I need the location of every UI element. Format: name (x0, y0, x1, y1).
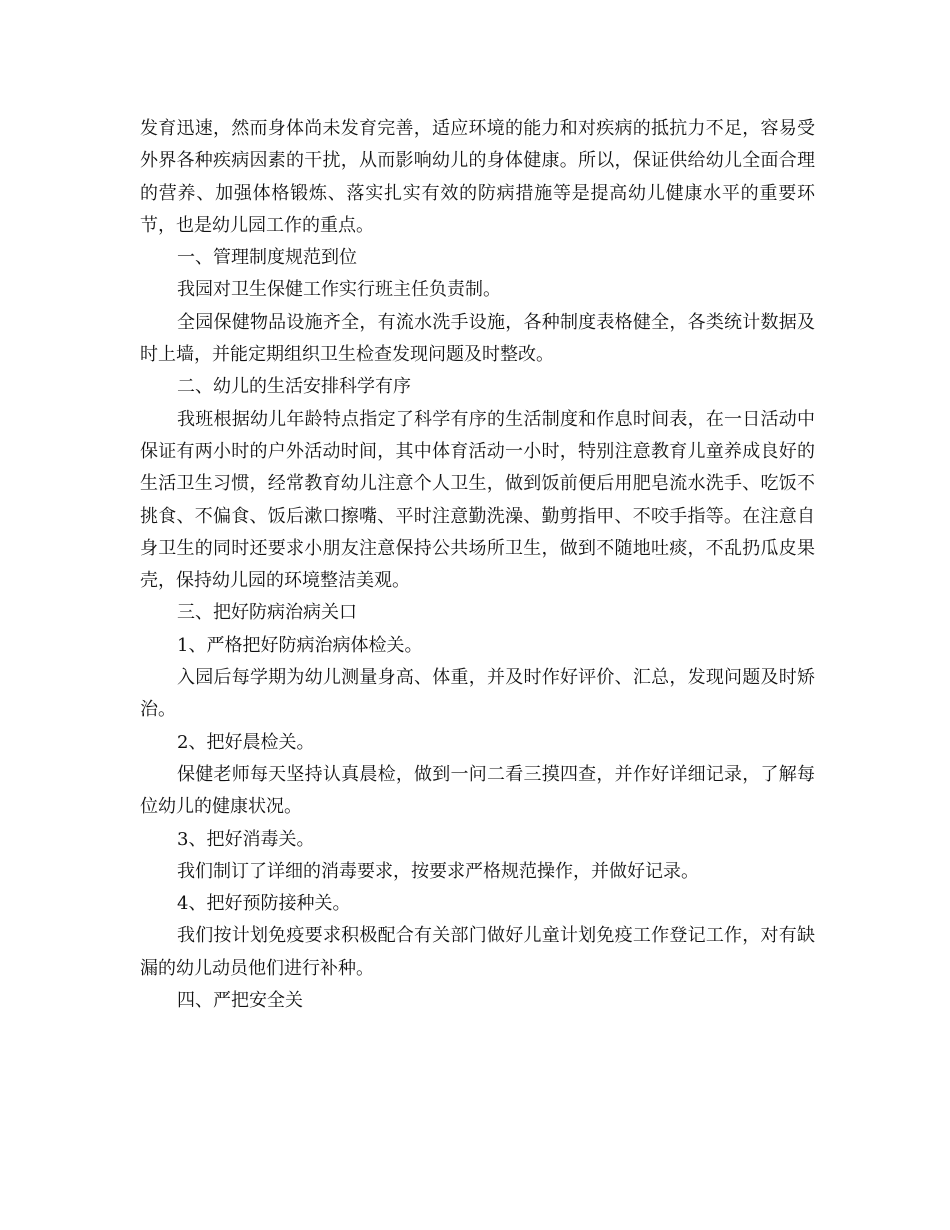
subheading-2: 2、把好晨检关。 (177, 731, 315, 753)
subheading-1: 1、严格把好防病治病体检关。 (177, 634, 423, 656)
paragraph: 入园后每学期为幼儿测量身高、体重，并及时作好评价、汇总，发现问题及时矫治。 (140, 667, 815, 721)
section-heading-3: 三、把好防病治病关口 (177, 602, 357, 624)
paragraph: 我们按计划免疫要求积极配合有关部门做好儿童计划免疫工作登记工作，对有缺漏的幼儿动员他们进行补种。 (140, 925, 815, 979)
paragraph: 全园保健物品设施齐全，有流水洗手设施，各种制度表格健全，各类统计数据及时上墙，并能定期组织卫生检查发现问题及时整改。 (140, 311, 815, 366)
subheading-4: 4、把好预防接种关。 (177, 893, 351, 915)
paragraph: 我班根据幼儿年龄特点指定了科学有序的生活制度和作息时间表，在一日活动中保证有两小时的户外活动时间，其中体育活动一小时，特别注意教育儿童养成良好的生活卫生习惯，经常教育幼儿注意个人卫生，做到饭前便后用肥皂流水洗手、吃饭不挑食、不偏食、饭后漱口擦嘴、平时注意勤洗澡、勤剪指甲、不咬手指等。在注意自身卫生的同时还要求小朋友注意保持公共场所卫生，做到不随地吐痰，不乱扔瓜皮果壳，保持幼儿园的环境整洁美观。 (140, 408, 815, 592)
paragraph: 我园对卫生保健工作实行班主任负责制。 (177, 279, 501, 301)
subheading-3: 3、把好消毒关。 (177, 828, 315, 850)
paragraph: 我们制订了详细的消毒要求，按要求严格规范操作，并做好记录。 (177, 860, 699, 882)
section-heading-2: 二、幼儿的生活安排科学有序 (177, 376, 411, 398)
document-body (140, 113, 815, 1017)
section-heading-4: 四、严把安全关 (177, 990, 303, 1012)
paragraph-intro-continuation: 发育迅速，然而身体尚未发育完善，适应环境的能力和对疾病的抵抗力不足，容易受外界各种疾病因素的干扰，从而影响幼儿的身体健康。所以，保证供给幼儿全面合理的营养、加强体格锻炼、落实扎实有效的防病措施等是提高幼儿健康水平的重要环节，也是幼儿园工作的重点。 (140, 118, 815, 236)
paragraph: 保健老师每天坚持认真晨检，做到一问二看三摸四查，并作好详细记录，了解每位幼儿的健康状况。 (140, 763, 815, 818)
section-heading-1: 一、管理制度规范到位 (177, 247, 357, 269)
